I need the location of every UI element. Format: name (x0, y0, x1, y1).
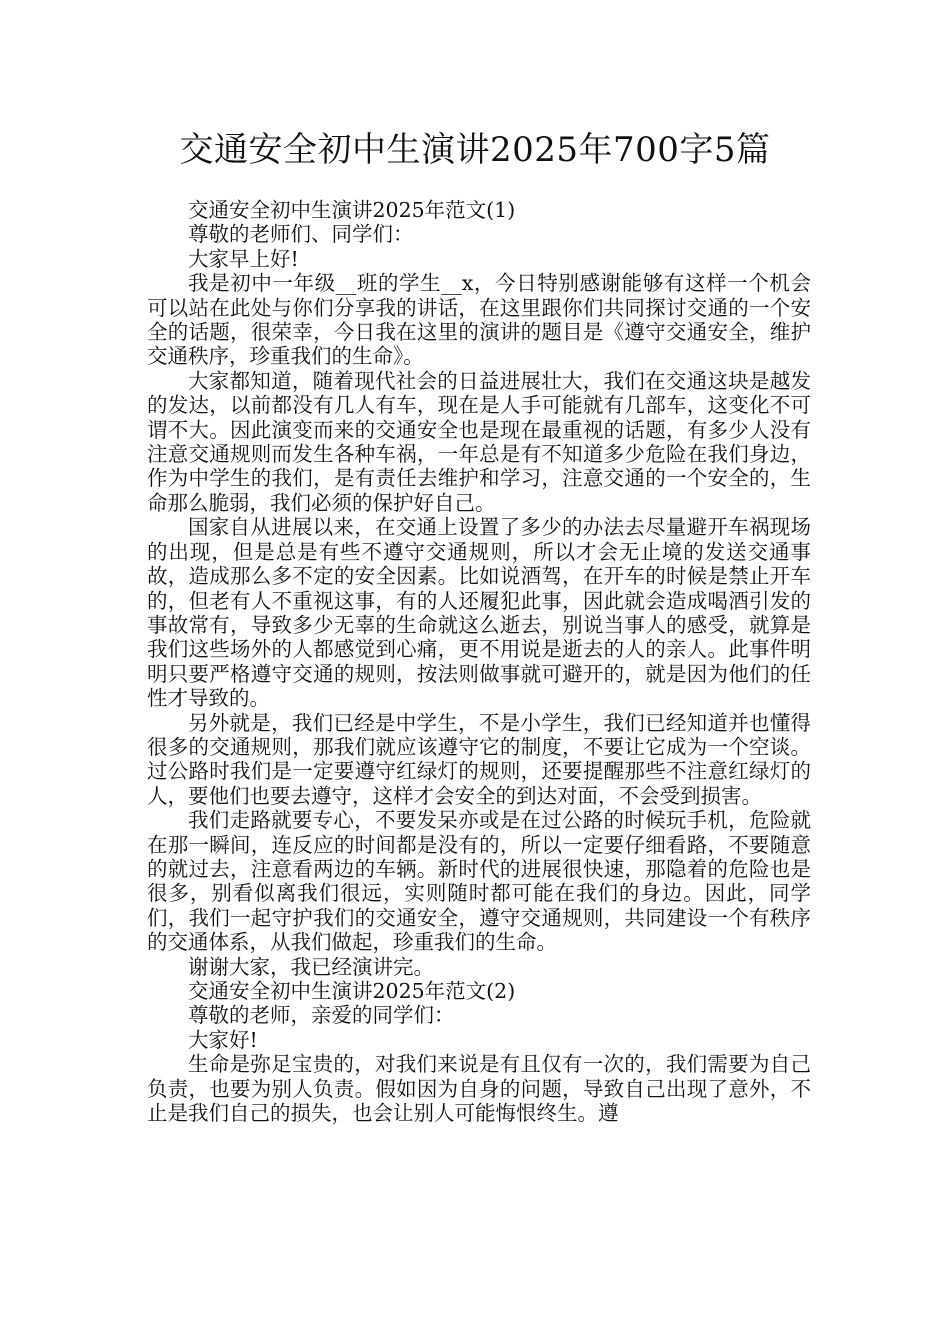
paragraph: 国家自从进展以来，在交通上设置了多少的办法去尽量避开车祸现场的出现，但是总是有些不遵守交通规则，所以才会无止境的发送交通事故，造成那么多不定的安全因素。比如说酒驾，在开车的时候是禁止开车的，但老有人不重视这事，有的人还履犯此事，因此就会造成喝酒引发的事故常有，导致多少无辜的生命就这么逝去，别说当事人的感受，就算是我们这些场外的人都感觉到心痛，更不用说是逝去的人的亲人。此事件明明只要严格遵守交通的规则，按法则做事就可避开的，就是因为他们的任性才导致的。 (147, 515, 811, 711)
paragraph: 另外就是，我们已经是中学生，不是小学生，我们已经知道并也懂得很多的交通规则，那我们就应该遵守它的制度，不要让它成为一个空谈。过公路时我们是一定要遵守红绿灯的规则，还要提醒那些不注意红绿灯的人，要他们也要去遵守，这样才会安全的到达对面，不会受到损害。 (147, 710, 811, 808)
paragraph: 尊敬的老师们、同学们： (188, 222, 414, 247)
document-body (147, 198, 811, 1125)
paragraph: 我们走路就要专心，不要发呆亦或是在过公路的时候玩手机，危险就在那一瞬间，连反应的时间都是没有的，所以一定要仔细看路，不要随意的就过去，注意看两边的车辆。新时代的进展很快速，那隐着的危险也是很多，别看似离我们很远，实则随时都可能在我们的身边。因此，同学们，我们一起守护我们的交通安全，遵守交通规则，共同建设一个有秩序的交通体系，从我们做起，珍重我们的生命。 (147, 808, 811, 955)
paragraph: 交通安全初中生演讲2025年范文(1) (188, 198, 516, 222)
paragraph: 生命是弥足宝贵的，对我们来说是有且仅有一次的，我们需要为自己负责，也要为别人负责。假如因为自身的问题，导致自己出现了意外，不止是我们自己的损失，也会让别人可能悔恨终生。遵 (147, 1052, 811, 1126)
paragraph: 尊敬的老师，亲爱的同学们： (188, 1003, 455, 1028)
paragraph: 我是初中一年级__班的学生__x，今日特别感谢能够有这样一个机会可以站在此处与你们分享我的讲话，在这里跟你们共同探讨交通的一个安全的话题，很荣幸，今日我在这里的演讲的题目是《遵守交通安全，维护交通秩序，珍重我们的生命》。 (147, 271, 811, 369)
paragraph: 谢谢大家，我已经演讲完。 (188, 954, 434, 979)
document-title: 交通安全初中生演讲2025年700字5篇 (179, 130, 771, 170)
paragraph: 大家好! (188, 1027, 258, 1052)
paragraph: 大家早上好! (188, 246, 299, 271)
paragraph: 交通安全初中生演讲2025年范文(2) (188, 979, 516, 1003)
paragraph: 大家都知道，随着现代社会的日益进展壮大，我们在交通这块是越发的发达，以前都没有几人有车，现在是人手可能就有几部车，这变化不可谓不大。因此演变而来的交通安全也是现在最重视的话题，有多少人没有注意交通规则而发生各种车祸，一年总是有不知道多少危险在我们身边，作为中学生的我们，是有责任去维护和学习，注意交通的一个安全的，生命那么脆弱，我们必须的保护好自己。 (147, 368, 811, 515)
